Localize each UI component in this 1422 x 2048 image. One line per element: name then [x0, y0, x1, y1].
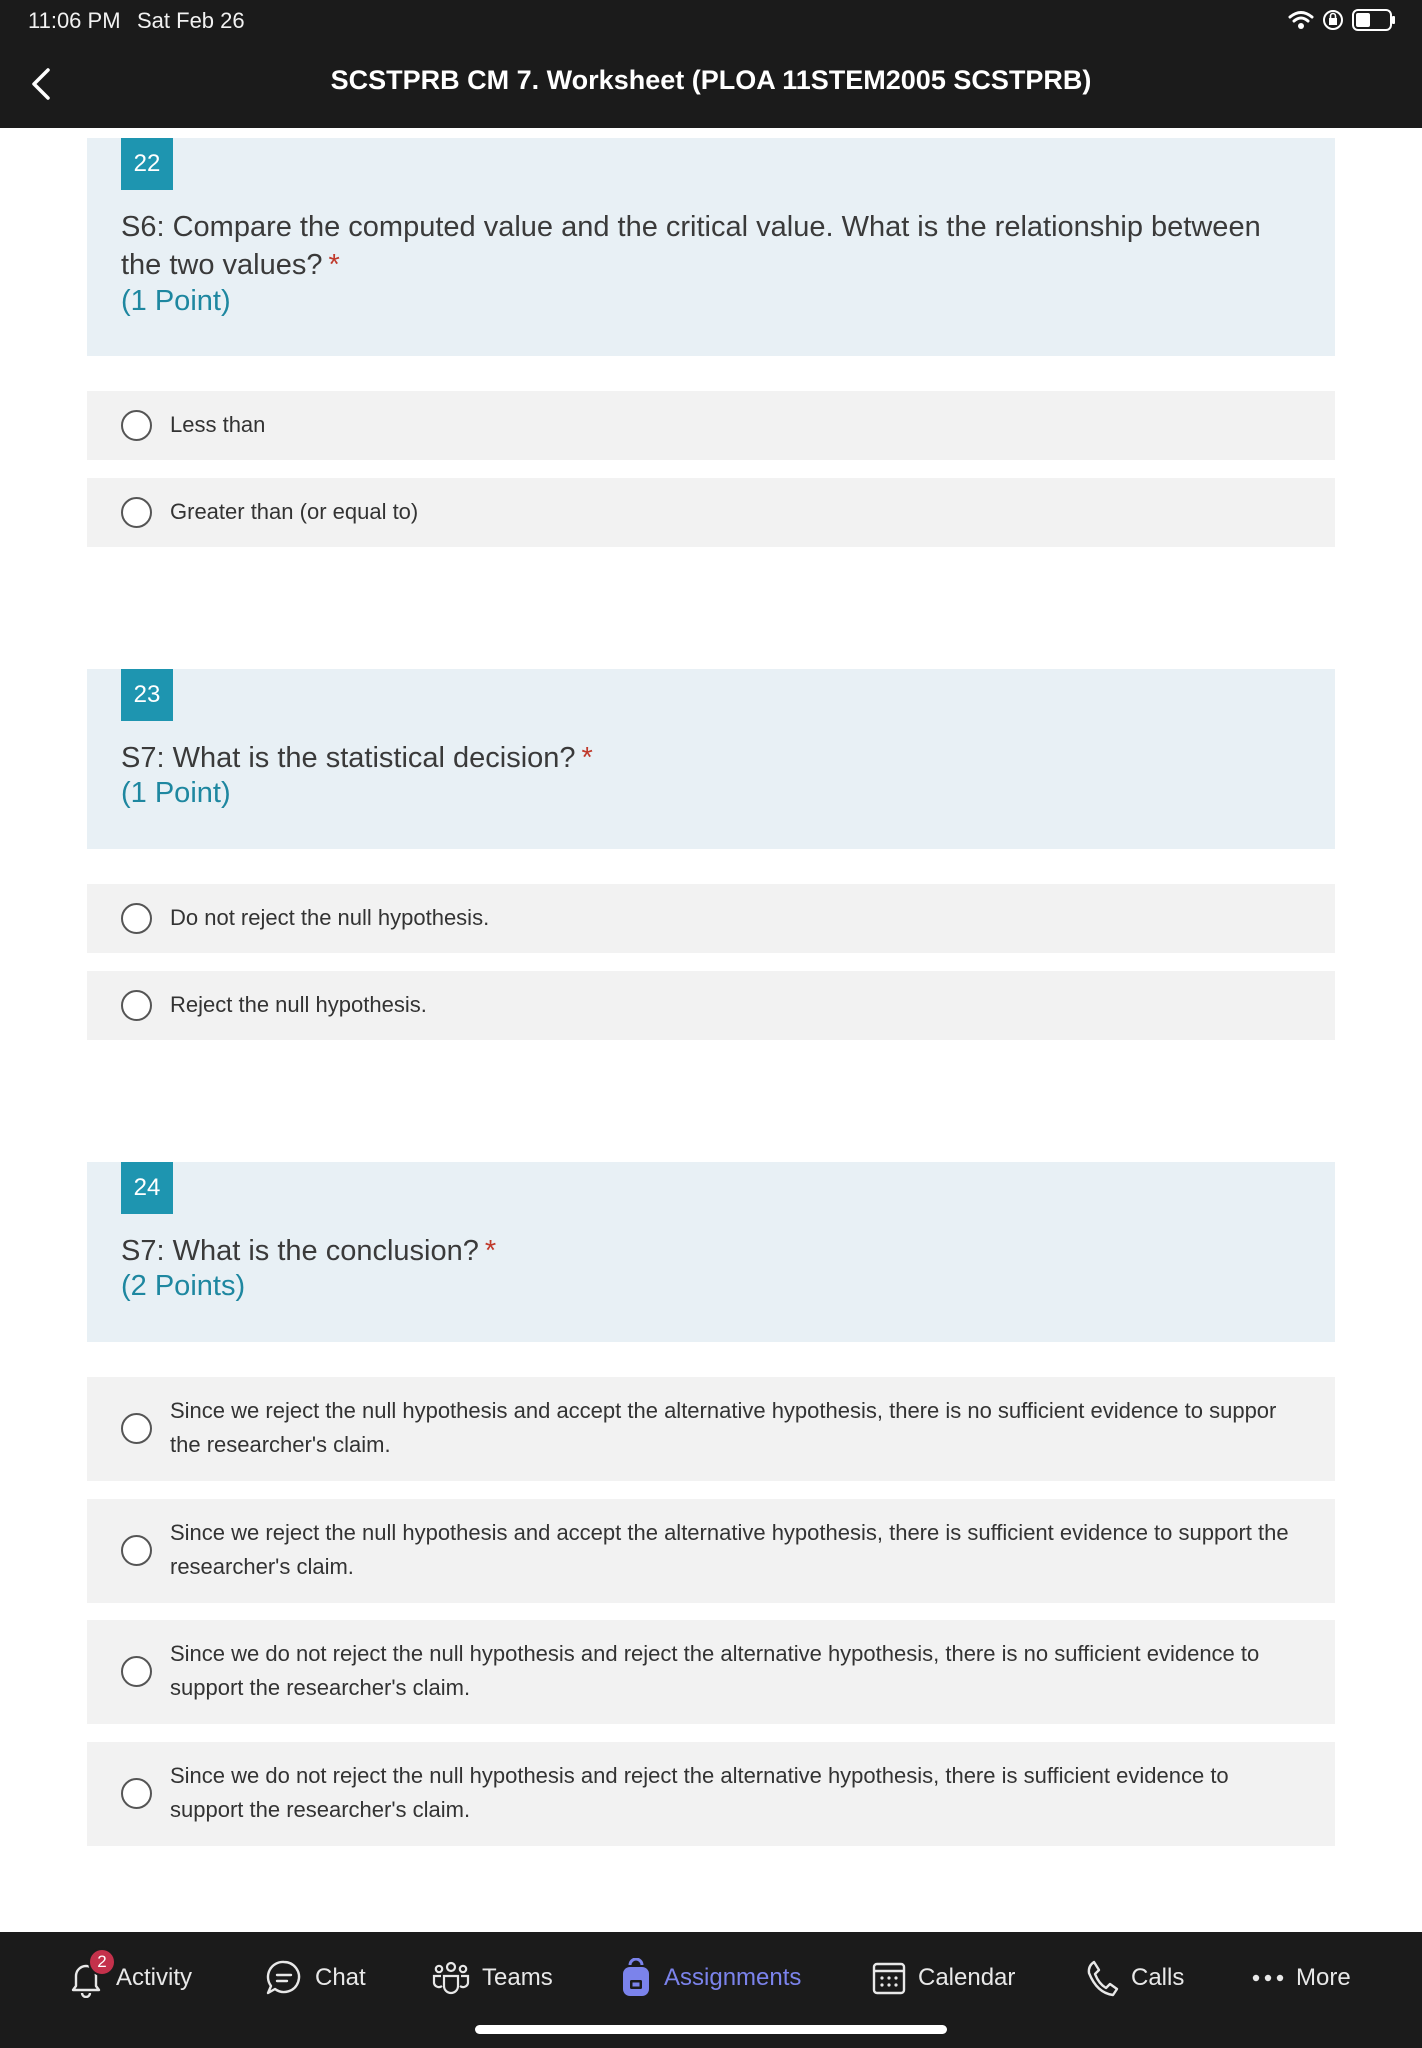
page-title: SCSTPRB CM 7. Worksheet (PLOA 11STEM2005 SCSTPRB) [330, 65, 1092, 95]
nav-calendar[interactable] [872, 1954, 1015, 2002]
answer-option[interactable] [87, 1377, 1335, 1481]
question-number: 24 [121, 1162, 173, 1214]
backpack-icon [620, 1958, 652, 1998]
answer-option[interactable] [87, 391, 1335, 460]
question-points: (1 Point) [121, 777, 231, 809]
question-points: (2 Points) [121, 1270, 246, 1302]
nav-activity[interactable] [68, 1954, 192, 2002]
question-number: 22 [121, 138, 173, 190]
question-text: S7: What is the statistical decision? * [121, 742, 593, 774]
answer-option[interactable] [87, 478, 1335, 547]
answer-option[interactable] [87, 971, 1335, 1040]
question-header [87, 669, 1335, 849]
question-header [87, 1162, 1335, 1342]
question-text: S7: What is the conclusion? * [121, 1235, 497, 1267]
nav-label: Calendar [918, 1964, 1016, 1991]
nav-chat[interactable] [265, 1954, 366, 2002]
nav-label: Calls [1131, 1964, 1185, 1991]
radio-button[interactable] [121, 410, 152, 441]
orientation-lock-icon [1322, 9, 1344, 31]
answer-option[interactable] [87, 1499, 1335, 1603]
answer-option[interactable] [87, 884, 1335, 953]
nav-more[interactable] [1252, 1954, 1351, 2002]
nav-teams[interactable] [432, 1954, 553, 2002]
radio-button[interactable] [121, 497, 152, 528]
radio-button[interactable] [121, 1535, 152, 1566]
home-indicator[interactable] [475, 2025, 947, 2034]
required-asterisk: * [484, 1235, 497, 1267]
required-asterisk: * [581, 742, 593, 774]
status-icons [1288, 8, 1396, 32]
option-label: Since we reject the null hypothesis and accept the alternative hypothesis, there is sufficient evidence to support the researcher's claim. [170, 1520, 1289, 1579]
radio-button[interactable] [121, 903, 152, 934]
more-icon [1252, 1973, 1284, 1983]
nav-label: Teams [482, 1964, 553, 1991]
phone-icon [1085, 1959, 1119, 1997]
status-time: 11:06 PM [28, 8, 121, 33]
question-header [87, 138, 1335, 356]
radio-button[interactable] [121, 1656, 152, 1687]
teams-icon [432, 1959, 470, 1997]
calendar-icon [872, 1961, 906, 1995]
radio-button[interactable] [121, 990, 152, 1021]
option-label: Less than [170, 412, 266, 437]
top-bar [0, 0, 1422, 128]
nav-label: Chat [315, 1964, 366, 1991]
required-asterisk: * [328, 249, 340, 281]
option-label: Since we do not reject the null hypothesis and reject the alternative hypothesis, there is no sufficient evidence to support the researcher's claim. [170, 1641, 1260, 1700]
battery-icon [1352, 8, 1396, 32]
option-label: Reject the null hypothesis. [170, 992, 427, 1017]
question-text: S6: Compare the computed value and the critical value. What is the relationship between the two values? * [121, 211, 1261, 281]
answer-option[interactable] [87, 1620, 1335, 1724]
nav-assignments[interactable] [620, 1954, 801, 2002]
nav-label: More [1296, 1964, 1351, 1991]
nav-label: Assignments [664, 1964, 802, 1991]
option-label: Greater than (or equal to) [170, 499, 419, 524]
option-label: Since we reject the null hypothesis and accept the alternative hypothesis, there is no sufficient evidence to suppor the researcher's claim. [170, 1398, 1277, 1457]
notification-badge: 2 [88, 1948, 116, 1976]
option-label: Since we do not reject the null hypothesis and reject the alternative hypothesis, there is sufficient evidence to support the researcher's claim. [170, 1763, 1229, 1822]
answer-option[interactable] [87, 1742, 1335, 1846]
chat-icon [265, 1959, 303, 1997]
question-number: 23 [121, 669, 173, 721]
nav-label: Activity [116, 1964, 193, 1991]
option-label: Do not reject the null hypothesis. [170, 905, 490, 930]
bell-icon [68, 1952, 107, 1998]
question-points: (1 Point) [121, 285, 231, 317]
radio-button[interactable] [121, 1413, 152, 1444]
nav-calls[interactable] [1085, 1954, 1184, 2002]
wifi-icon [1288, 9, 1314, 31]
status-date: Sat Feb 26 [137, 8, 245, 33]
radio-button[interactable] [121, 1778, 152, 1809]
